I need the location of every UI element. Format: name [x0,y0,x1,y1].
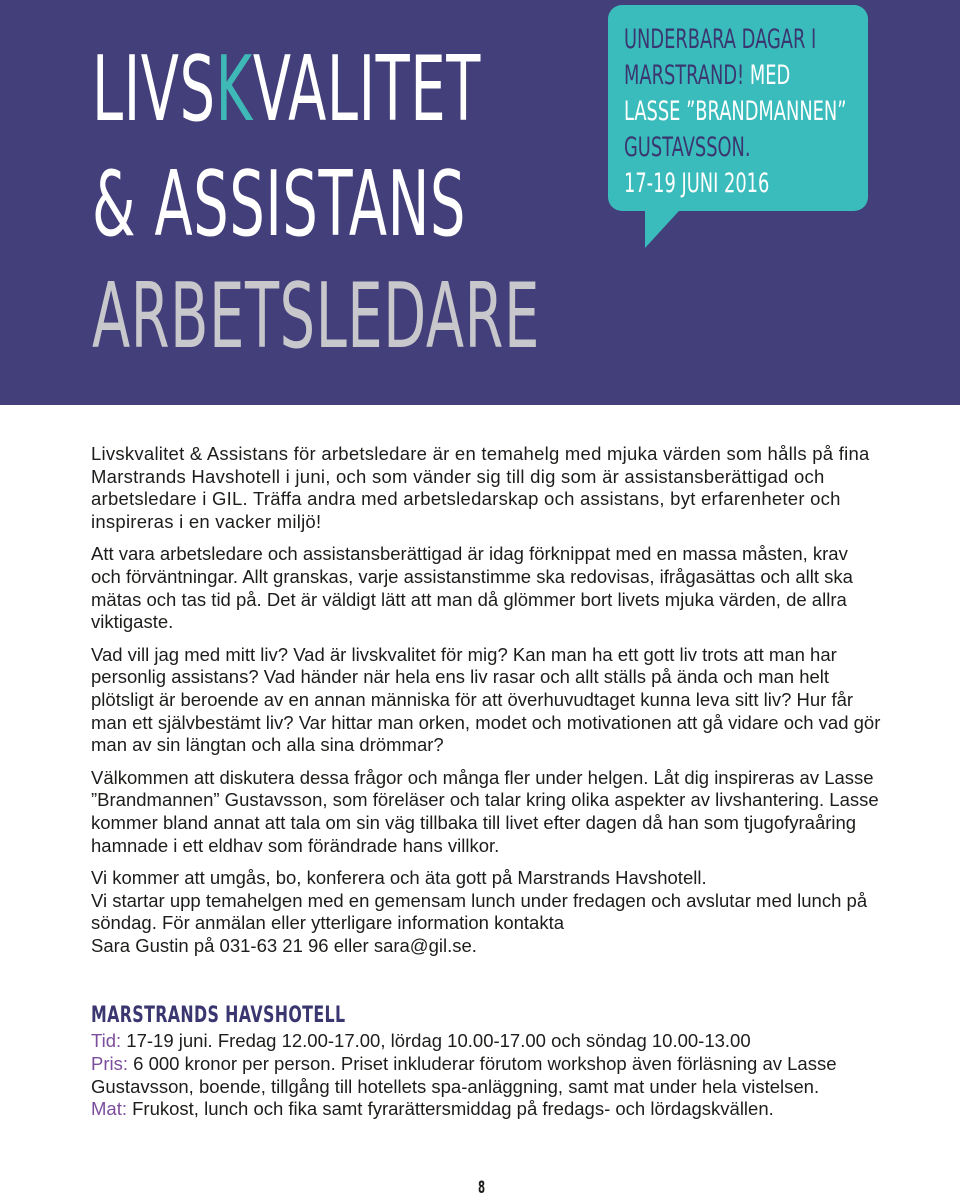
title-accent-letter: K [215,37,253,142]
price-label: Pris: [91,1052,128,1074]
paragraph-5 [91,867,881,957]
bubble-line-2a: MARSTRAND! [624,60,745,91]
title-line-3: ARBETSLEDARE [92,264,540,369]
time-label: Tid: [91,1030,122,1051]
paragraph-5-line-2: Vi startar upp temahelgen med en gemensam lunch under fredagen och avslutar med lunch på söndag. För anmälan eller ytterligare information kontakta [91,889,868,934]
paragraph-intro: Livskvalitet & Assistans för arbetsledare är en temahelg med mjuka värden som hålls på fina Marstrands Havshotell i juni, och som vänder sig till dig som är assistansberättigad och arbetsledare i GIL. Träffa andra med arbetsledarskap och assistans, byt erfarenheter och inspireras i en vacker miljö! [91,443,870,532]
venue-heading: MARSTRANDS HAVSHOTELL [91,1003,346,1028]
info-time [91,1030,891,1053]
bubble-line-2b: MED [744,60,791,91]
bubble-line-4: GUSTAVSSON. [624,132,751,163]
event-info [91,1030,891,1121]
bubble-line-3: LASSE ”BRANDMANNEN” [624,96,847,127]
paragraph-3: Vad vill jag med mitt liv? Vad är livskvalitet för mig? Kan man ha ett gott liv trots att man har personlig assistans? Vad händer när hela ens liv rasar och allt ställs på ända och man helt plötsligt är beroende av en annan människa för att överhuvudtaget kunna leva sitt liv? Hur får man ett självbestämt liv? Var hittar man orken, modet och motivationen att gå vidare och vad gör man av sin längtan och alla sina drömmar? [91,643,881,756]
info-food [91,1098,891,1121]
bubble-line-1: UNDERBARA DAGAR I [624,24,817,55]
time-text: 17-19 juni. Fredag 12.00-17.00, lördag 10.00-17.00 och söndag 10.00-13.00 [121,1030,751,1051]
title-line-2: & ASSISTANS [92,152,467,257]
paragraph-2: Att vara arbetsledare och assistansberättigad är idag förknippat med en massa måsten, krav och förväntningar. Allt granskas, varje assistanstimme ska redovisas, ifrågasättas och allt ska mätas och tas tid på. Det är väldigt lätt att man då glömmer bort livets mjuka värden, de allra viktigaste. [91,543,853,633]
info-price [91,1053,891,1099]
bubble-date: 17-19 JUNI 2016 [624,168,770,199]
body-text [91,443,881,967]
food-label: Mat: [91,1098,127,1120]
speech-bubble-tail [645,200,689,248]
paragraph-5-line-3: Sara Gustin på 031-63 21 96 eller sara@gil.se. [91,934,477,956]
price-text: 6 000 kronor per person. Priset inkluderar förutom workshop även förläsning av Lasse Gustavsson, boende, tillgång till hotellets spa-anläggning, samt mat under hela vistelsen. [91,1052,837,1097]
title-line-1: LIVSKVALITET [92,37,481,142]
speech-bubble-text [624,22,846,202]
paragraph-4: Välkommen att diskutera dessa frågor och många fler under helgen. Låt dig inspireras av Lasse ”Brandmannen” Gustavsson, som föreläser och talar kring olika aspekter av livshantering. Lasse kommer bland annat att tala om sin väg tillbaka till livet efter dagen då han som tjugofyraåring hamnade i ett eldhav som förändrade hans villkor. [91,766,879,856]
food-text: Frukost, lunch och fika samt fyrarättersmiddag på fredags- och lördagskvällen. [126,1098,774,1120]
page-number: 8 [478,1178,486,1198]
paragraph-5-line-1: Vi kommer att umgås, bo, konferera och äta gott på Marstrands Havshotell. [91,867,707,889]
